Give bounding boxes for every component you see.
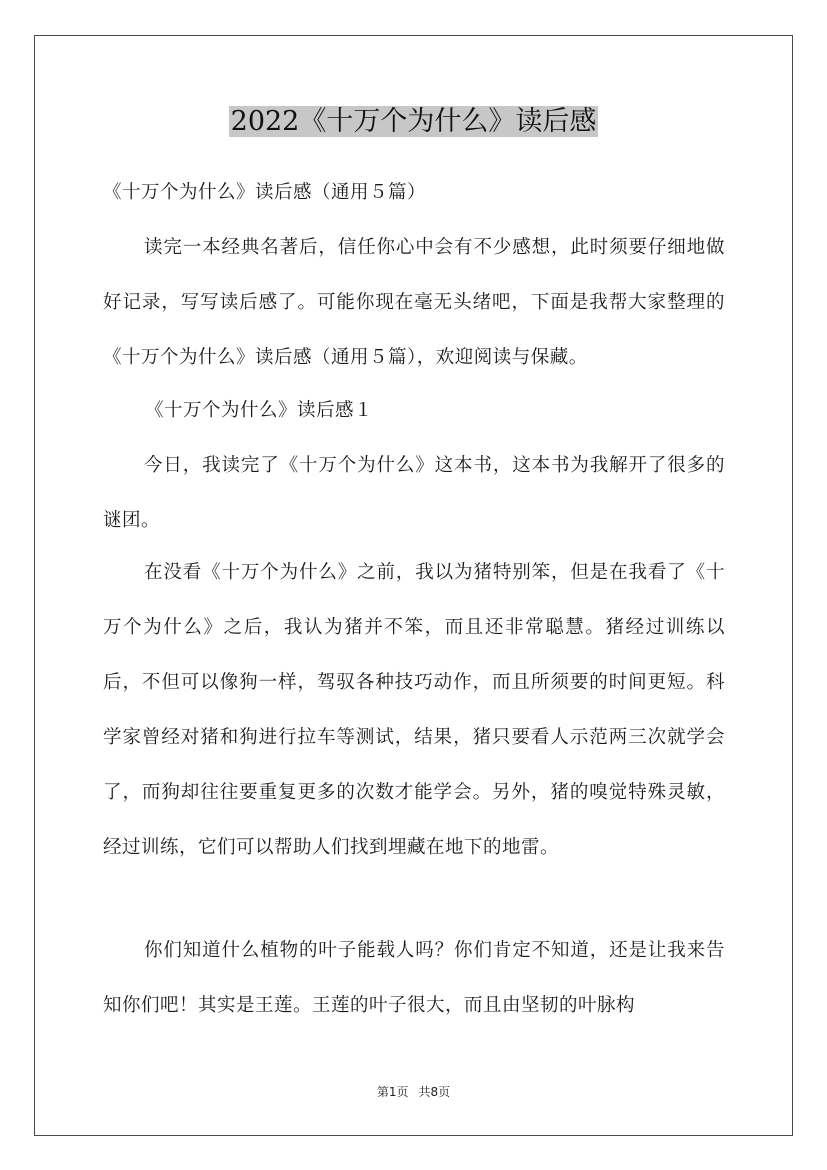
page-footer [0,1083,827,1100]
body-paragraph: 今日，我读完了《十万个为什么》这本书，这本书为我解开了很多的谜团。 [103,455,725,531]
document-subtitle: 《十万个为什么》读后感（通用５篇） [103,182,427,203]
body-paragraph: 在没看《十万个为什么》之前，我以为猪特别笨，但是在我看了《十万个为什么》之后，我认为猪并不笨，而且还非常聪慧。猪经过训练以后，不但可以像狗一样，驾驭各种技巧动作，而且所须要的时间更短。科学家曾经对猪和狗进行拉车等测试，结果，猪只要看人示范两三次就学会了，而狗却往往要重复更多的次数才能学会。另外，猪的嗅觉特殊灵敏，经过训练，它们可以帮助人们找到埋藏在地下的地雷。 [103,562,725,858]
page-number-current: 第1页 [376,1085,409,1099]
document-title [0,100,827,144]
body-paragraph: 你们知道什么植物的叶子能载人吗？你们肯定不知道，还是让我来告知你们吧！其实是王莲。王莲的叶子很大，而且由坚韧的叶脉构 [103,940,725,1016]
page-number-total: 共8页 [418,1085,451,1099]
section-heading: 《十万个为什么》读后感１ [145,400,374,421]
intro-paragraph: 读完一本经典名著后，信任你心中会有不少感想，此时须要仔细地做好记录，写写读后感了。可能你现在毫无头绪吧，下面是我帮大家整理的《十万个为什么》读后感（通用５篇），欢迎阅读与保藏。 [103,237,725,368]
document-title-text: 2022《十万个为什么》读后感 [230,106,597,137]
